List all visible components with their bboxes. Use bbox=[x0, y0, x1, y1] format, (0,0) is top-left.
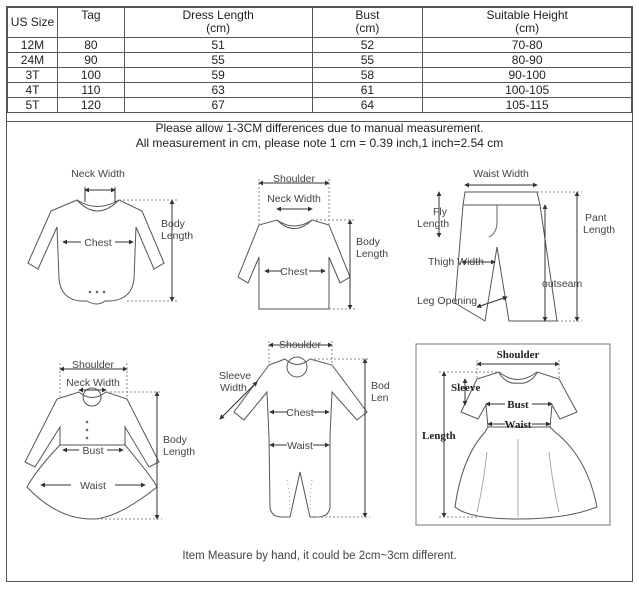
dress-bust-label: Bust bbox=[507, 399, 529, 411]
pants-fly-label: Fly bbox=[433, 206, 447, 218]
tee-body-label: Body bbox=[356, 236, 380, 248]
babydress-shoulder-label: Shoulder bbox=[71, 359, 115, 371]
babydress-waist-label: Waist bbox=[80, 480, 106, 492]
dress-shoulder-label: Shoulder bbox=[496, 349, 540, 361]
cell-dress-length: 67 bbox=[124, 98, 312, 113]
size-chart-sheet bbox=[6, 6, 633, 582]
cell-tag: 100 bbox=[57, 68, 124, 83]
cell-dress-length: 63 bbox=[124, 83, 312, 98]
header-tag: Tag bbox=[57, 8, 124, 38]
romper-length-label: Length bbox=[161, 230, 194, 242]
pants-pant-label: Pant bbox=[585, 212, 607, 224]
jumpsuit-shoulder-label: Shoulder bbox=[278, 339, 322, 351]
jumpsuit-width-label: Width bbox=[220, 382, 247, 394]
header-bust: Bust (cm) bbox=[312, 8, 423, 38]
cell-suitable-height: 90-100 bbox=[423, 68, 632, 83]
romper-neck-label: Neck Width bbox=[71, 168, 125, 180]
dress-length-label: Length bbox=[422, 430, 456, 442]
pants-length-label: Length bbox=[583, 224, 616, 236]
measure-footnote: Item Measure by hand, it could be 2cm~3cm different. bbox=[182, 550, 457, 562]
pants-waist-label: Waist Width bbox=[473, 168, 529, 180]
tee-shoulder-label: Shoulder bbox=[272, 173, 316, 185]
dress-sleeve-label: Sleeve bbox=[451, 382, 481, 394]
pants-fly-length-label: Length bbox=[417, 218, 450, 230]
header-dress-length: Dress Length (cm) bbox=[124, 8, 312, 38]
jumpsuit-body-label: Bod bbox=[371, 380, 390, 392]
cell-us-size: 24M bbox=[8, 53, 58, 68]
babydress-neck-label: Neck Width bbox=[66, 377, 120, 389]
cell-suitable-height: 70-80 bbox=[423, 38, 632, 53]
romper-chest-label: Chest bbox=[84, 237, 112, 249]
header-us-size: US Size bbox=[8, 8, 58, 38]
note-allow-difference: Please allow 1-3CM differences due to manual measurement. bbox=[155, 121, 484, 135]
cell-bust: 61 bbox=[312, 83, 423, 98]
jumpsuit-sleeve-label: Sleeve bbox=[219, 370, 252, 382]
tee-neck-label: Neck Width bbox=[267, 193, 321, 205]
pants-leg-label: Leg Opening bbox=[417, 295, 478, 307]
cell-bust: 58 bbox=[312, 68, 423, 83]
header-suitable-height: Suitable Height (cm) bbox=[423, 8, 632, 38]
jumpsuit-outline bbox=[234, 359, 367, 517]
cell-tag: 90 bbox=[57, 53, 124, 68]
cell-us-size: 12M bbox=[8, 38, 58, 53]
cell-us-size: 5T bbox=[8, 98, 58, 113]
pants-thigh-label: Thigh Width bbox=[428, 256, 485, 268]
cell-bust: 52 bbox=[312, 38, 423, 53]
cell-dress-length: 51 bbox=[124, 38, 312, 53]
cell-us-size: 4T bbox=[8, 83, 58, 98]
babydress-bust-label: Bust bbox=[82, 445, 104, 457]
romper-collar bbox=[77, 200, 119, 211]
dress-outline bbox=[455, 372, 597, 519]
romper-outline bbox=[28, 200, 164, 304]
cell-suitable-height: 100-105 bbox=[423, 83, 632, 98]
cell-suitable-height: 80-90 bbox=[423, 53, 632, 68]
tee-chest-label: Chest bbox=[280, 266, 308, 278]
cell-dress-length: 55 bbox=[124, 53, 312, 68]
pants-outseam-label: outseam bbox=[542, 278, 583, 290]
diagram-labels bbox=[66, 168, 615, 492]
cell-suitable-height: 105-115 bbox=[423, 98, 632, 113]
cell-us-size: 3T bbox=[8, 68, 58, 83]
tee-length-label: Length bbox=[356, 248, 389, 260]
romper-body-label: Body bbox=[161, 218, 185, 230]
tee-outline bbox=[238, 220, 350, 309]
garment-diagrams bbox=[7, 7, 632, 583]
tee-collar bbox=[277, 220, 312, 229]
pants-leg-arrow bbox=[477, 297, 507, 307]
babydress-length-label: Length bbox=[163, 446, 196, 458]
cell-tag: 80 bbox=[57, 38, 124, 53]
jumpsuit-length-label: Len bbox=[371, 392, 389, 404]
jumpsuit-chest-label: Chest bbox=[286, 407, 314, 419]
dress-waist-label: Waist bbox=[504, 419, 532, 431]
cell-bust: 64 bbox=[312, 98, 423, 113]
babydress-body-label: Body bbox=[163, 434, 187, 446]
jumpsuit-diagram bbox=[220, 341, 370, 517]
jumpsuit-waist-label: Waist bbox=[287, 440, 313, 452]
cell-dress-length: 59 bbox=[124, 68, 312, 83]
cell-tag: 120 bbox=[57, 98, 124, 113]
cell-bust: 55 bbox=[312, 53, 423, 68]
note-unit-conversion: All measurement in cm, please note 1 cm = 0.39 inch,1 inch=2.54 cm bbox=[135, 136, 504, 150]
cell-tag: 110 bbox=[57, 83, 124, 98]
